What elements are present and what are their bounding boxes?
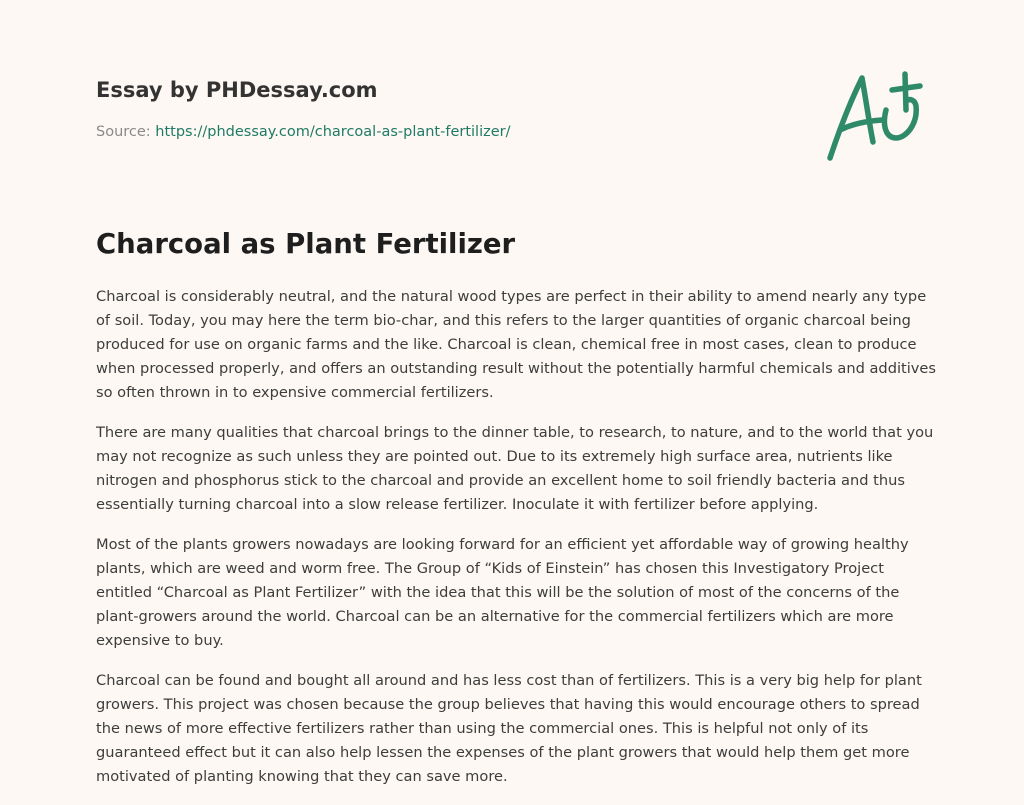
source-link[interactable]: https://phdessay.com/charcoal-as-plant-fertilizer/ — [155, 124, 511, 140]
source-label: Source: — [96, 124, 151, 140]
source-line — [96, 124, 510, 140]
essay-title: Charcoal as Plant Fertilizer — [96, 228, 516, 260]
a-plus-grade-icon — [826, 70, 926, 164]
paragraph-4: Charcoal can be found and bought all around and has less cost than of fertilizers. This is a very big help for plant growers. This project was chosen because the group believes that having this would encourage others to spread the news of more effective fertilizers rather than using the commercial ones. This is helpful not only of its guaranteed effect but it can also help lessen the expenses of the plant growers that would help them get more motivated of planting knowing that they can save more. — [96, 672, 922, 785]
site-brand: Essay by PHDessay.com — [96, 78, 378, 102]
paragraph-1: Charcoal is considerably neutral, and the natural wood types are perfect in their ability to amend nearly any type of soil. Today, you may here the term bio-char, and this refers to the larger quantities of organic charcoal being produced for use on organic farms and the like. Charcoal is clean, chemical free in most cases, clean to produce when processed properly, and offers an outstanding result without the potentially harmful chemicals and additives so often thrown in to expensive commercial fertilizers. — [96, 288, 937, 401]
paragraph-2: There are many qualities that charcoal brings to the dinner table, to research, to nature, and to the world that you may not recognize as such unless they are pointed out. Due to its extremely high surface area, nutrients like nitrogen and phosphorus stick to the charcoal and provide an excellent home to soil friendly bacteria and thus essentially turning charcoal into a slow release fertilizer. Inoculate it with fertilizer before applying. — [96, 424, 934, 513]
essay-body — [96, 285, 936, 805]
paragraph-3: Most of the plants growers nowadays are looking forward for an efficient yet affordable way of growing healthy plants, which are weed and worm free. The Group of “Kids of Einstein” has chosen this Investigatory Project entitled “Charcoal as Plant Fertilizer” with the idea that this will be the solution of most of the concerns of the plant-growers around the world. Charcoal can be an alternative for the commercial fertilizers which are more expensive to buy. — [96, 536, 909, 649]
